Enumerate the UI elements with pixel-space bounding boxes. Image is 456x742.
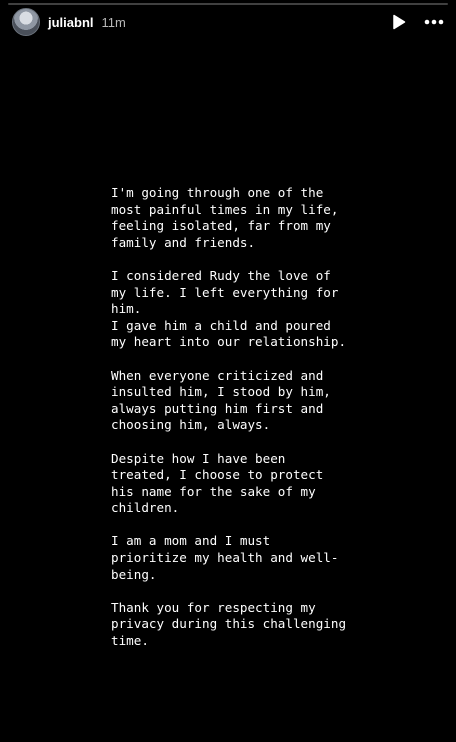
story-text <box>111 185 411 666</box>
story-paragraph <box>111 268 411 351</box>
story-line: being. <box>111 566 157 582</box>
story-paragraph <box>111 533 411 583</box>
story-line: always putting him first and <box>111 400 324 416</box>
story-line: I'm going through one of the <box>111 185 324 200</box>
story-line: I gave him a child and poured <box>111 317 331 333</box>
story-line: my heart into our relationship. <box>111 334 347 350</box>
story-header <box>12 8 446 36</box>
story-line: When everyone criticized and <box>111 367 324 383</box>
story-line: I am a mom and I must <box>111 533 271 549</box>
story-paragraph <box>111 368 411 434</box>
story-progress-bar <box>8 3 448 5</box>
story-line: privacy during this challenging <box>111 616 347 632</box>
story-line: most painful times in my life, <box>111 201 339 217</box>
story-paragraph <box>111 600 411 650</box>
story-line: Despite how I have been <box>111 450 286 466</box>
story-paragraph <box>111 451 411 517</box>
story-line: prioritize my health and well- <box>111 550 339 566</box>
story-line: family and friends. <box>111 234 256 250</box>
avatar[interactable] <box>12 8 40 36</box>
story-line: my life. I left everything for <box>111 284 339 300</box>
username[interactable]: juliabnl <box>48 14 94 30</box>
play-button[interactable] <box>388 8 410 36</box>
story-line: choosing him, always. <box>111 417 271 433</box>
story-line: treated, I choose to protect <box>111 467 324 483</box>
story-line: Thank you for respecting my <box>111 599 316 615</box>
timestamp: 11m <box>101 14 126 30</box>
more-horizontal-icon <box>424 19 444 25</box>
more-options-button[interactable] <box>422 8 446 36</box>
story-line: him. <box>111 301 142 317</box>
play-icon <box>392 14 406 30</box>
story-line: time. <box>111 633 149 649</box>
story-line: his name for the sake of my <box>111 483 316 499</box>
story-line: children. <box>111 500 180 516</box>
story-line: I considered Rudy the love of <box>111 267 331 283</box>
story-line: feeling isolated, far from my <box>111 218 331 234</box>
story-paragraph <box>111 185 411 251</box>
story-line: insulted him, I stood by him, <box>111 384 331 400</box>
